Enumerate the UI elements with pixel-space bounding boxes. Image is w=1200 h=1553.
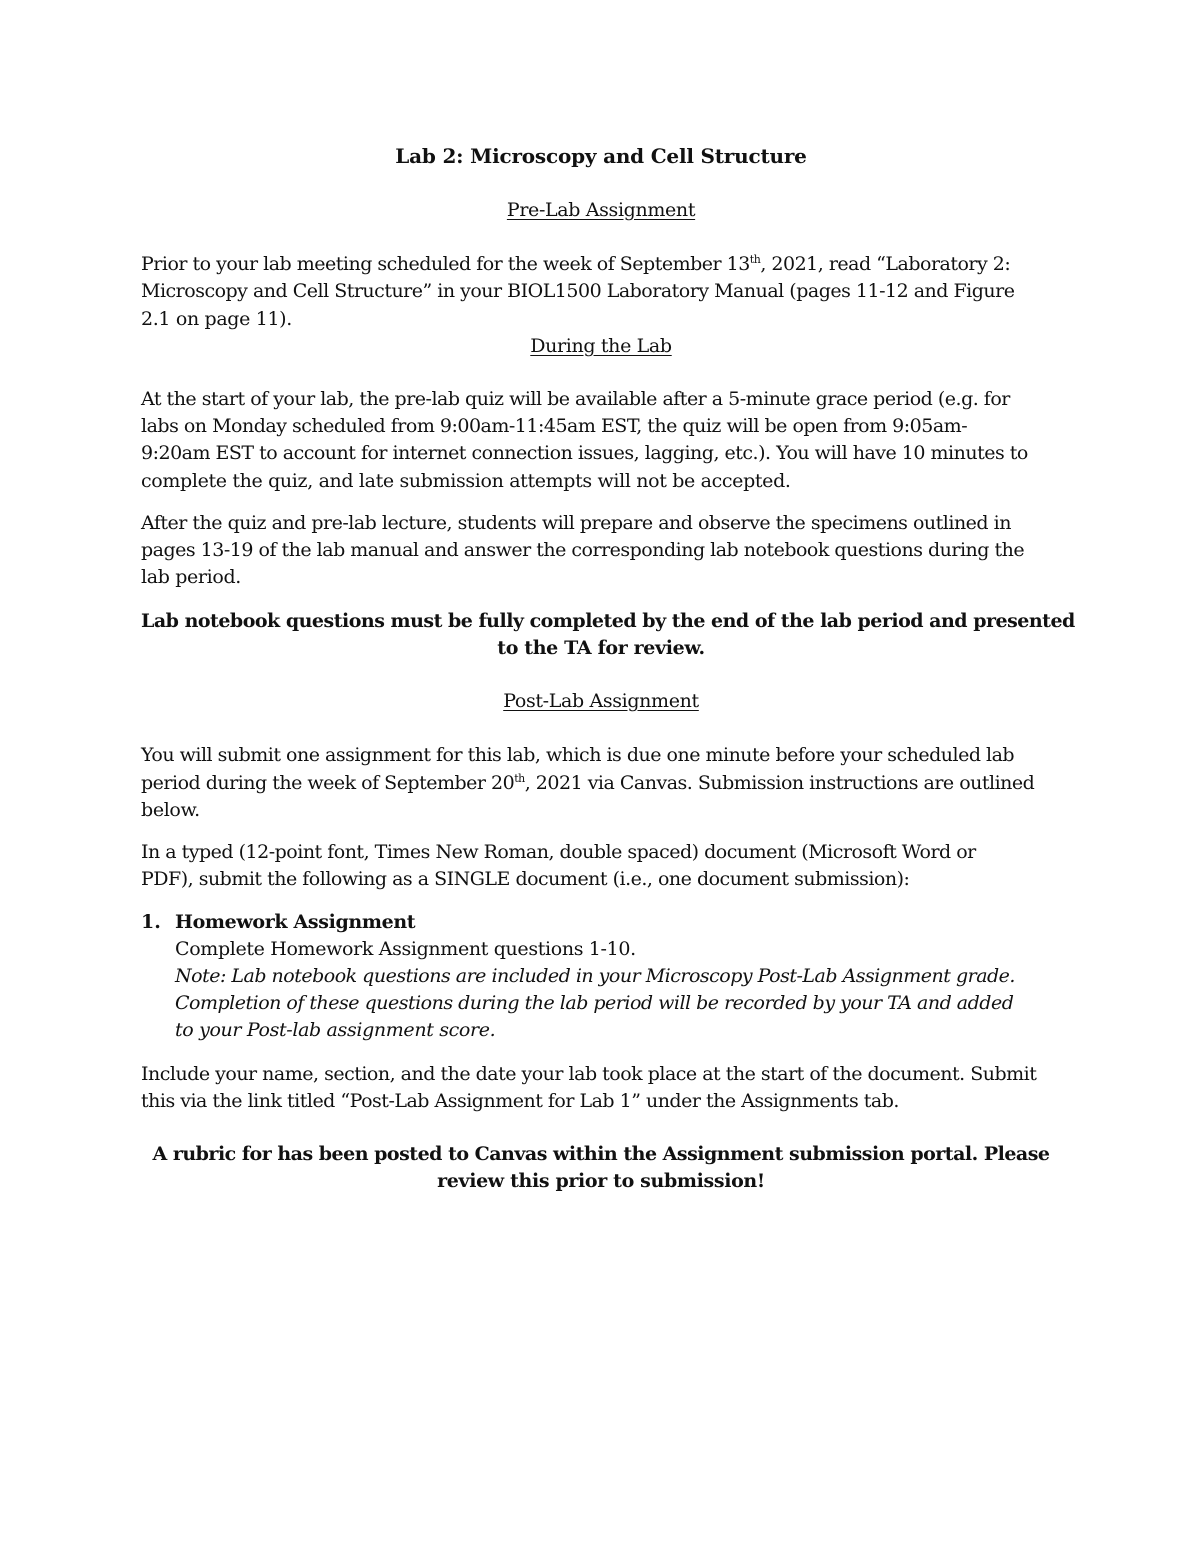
postlab-para-line: PDF), submit the following as a SINGLE document (i.e., one document submission):: [141, 868, 910, 890]
during-para-line: After the quiz and pre-lab lecture, students will prepare and observe the specimens outlined in: [141, 512, 1011, 534]
during-para-line: At the start of your lab, the pre-lab quiz will be available after a 5-minute grace period (e.g. for: [141, 388, 1010, 410]
during-para-line: lab period.: [141, 566, 241, 588]
list-text: Complete Homework Assignment questions 1-10.: [175, 938, 636, 960]
rubric-bold-line: review this prior to submission!: [437, 1170, 765, 1192]
during-para-line: labs on Monday scheduled from 9:00am-11:45am EST, the quiz will be open from 9:05am-: [141, 415, 968, 437]
list-note-line: Completion of these questions during the lab period will be recorded by your TA and added: [175, 992, 1014, 1014]
list-note-line: to your Post-lab assignment score.: [175, 1019, 496, 1041]
document-title: Lab 2: Microscopy and Cell Structure: [395, 144, 807, 168]
notice-bold-line: Lab notebook questions must be fully completed by the end of the lab period and presented: [141, 610, 1075, 632]
during-para-line: complete the quiz, and late submission attempts will not be accepted.: [141, 470, 791, 492]
list-number: 1.: [141, 911, 161, 933]
during-para-line: 9:20am EST to account for internet connection issues, lagging, etc.). You will have 10 minutes to: [141, 442, 1028, 464]
postlab-para-line: period during the week of September 20th, 2021 via Canvas. Submission instructions are outlined: [141, 772, 1035, 794]
prelab-heading: Pre-Lab Assignment: [506, 199, 696, 221]
during-heading: During the Lab: [530, 335, 672, 357]
notice-bold-line: to the TA for review.: [497, 637, 705, 659]
during-para-line: pages 13-19 of the lab manual and answer the corresponding lab notebook questions during the: [141, 539, 1025, 561]
rubric-bold-line: A rubric for has been posted to Canvas within the Assignment submission portal. Please: [152, 1143, 1050, 1165]
prelab-para-line: Prior to your lab meeting scheduled for the week of September 13th, 2021, read “Laboratory 2:: [141, 253, 1011, 275]
include-para-line: this via the link titled “Post-Lab Assignment for Lab 1” under the Assignments tab.: [141, 1090, 899, 1112]
postlab-para-line: In a typed (12-point font, Times New Roman, double spaced) document (Microsoft Word or: [141, 841, 976, 863]
list-heading: Homework Assignment: [175, 911, 416, 933]
prelab-para-line: 2.1 on page 11).: [141, 308, 292, 330]
list-note-line: Note: Lab notebook questions are included in your Microscopy Post-Lab Assignment grade.: [175, 965, 1015, 987]
postlab-heading: Post-Lab Assignment: [503, 690, 699, 712]
postlab-para-line: below.: [141, 799, 200, 821]
include-para-line: Include your name, section, and the date your lab took place at the start of the document. Submit: [141, 1063, 1037, 1085]
postlab-para-line: You will submit one assignment for this lab, which is due one minute before your scheduled lab: [141, 744, 1015, 766]
prelab-para-line: Microscopy and Cell Structure” in your BIOL1500 Laboratory Manual (pages 11-12 and Figure: [141, 280, 1015, 302]
